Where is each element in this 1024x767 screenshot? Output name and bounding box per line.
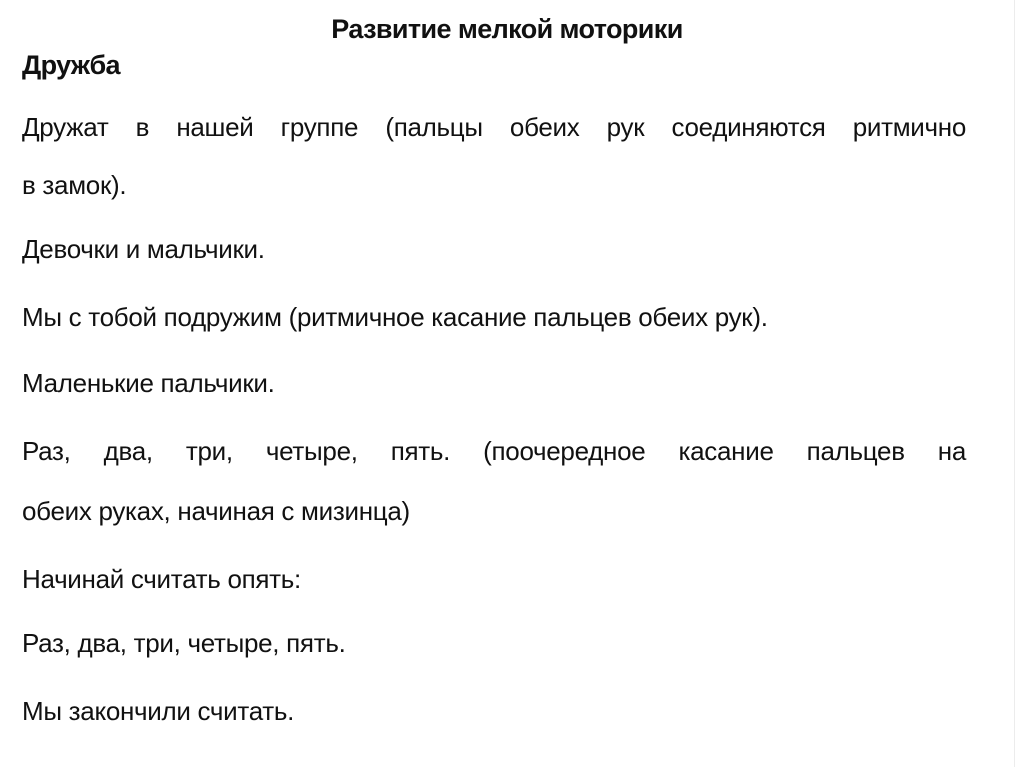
text-line: в замок). [22, 170, 127, 200]
text-line: Девочки и мальчики. [22, 234, 265, 264]
text-line: Начинай считать опять: [22, 564, 301, 594]
text-line: Раз, два, три, четыре, пять. (поочередное касание пальцев на [22, 436, 966, 466]
text-line: Мы закончили считать. [22, 696, 295, 726]
text-line: Дружат в нашей группе (пальцы обеих рук соединяются ритмично [22, 112, 966, 142]
text-line: обеих руках, начиная с мизинца) [22, 496, 410, 526]
text-line: Маленькие пальчики. [22, 368, 275, 398]
page-title: Развитие мелкой моторики [331, 14, 683, 44]
text-line: Раз, два, три, четыре, пять. [22, 628, 346, 658]
section-heading: Дружба [22, 50, 120, 80]
text-line: Мы с тобой подружим (ритмичное касание пальцев обеих рук). [22, 302, 768, 332]
